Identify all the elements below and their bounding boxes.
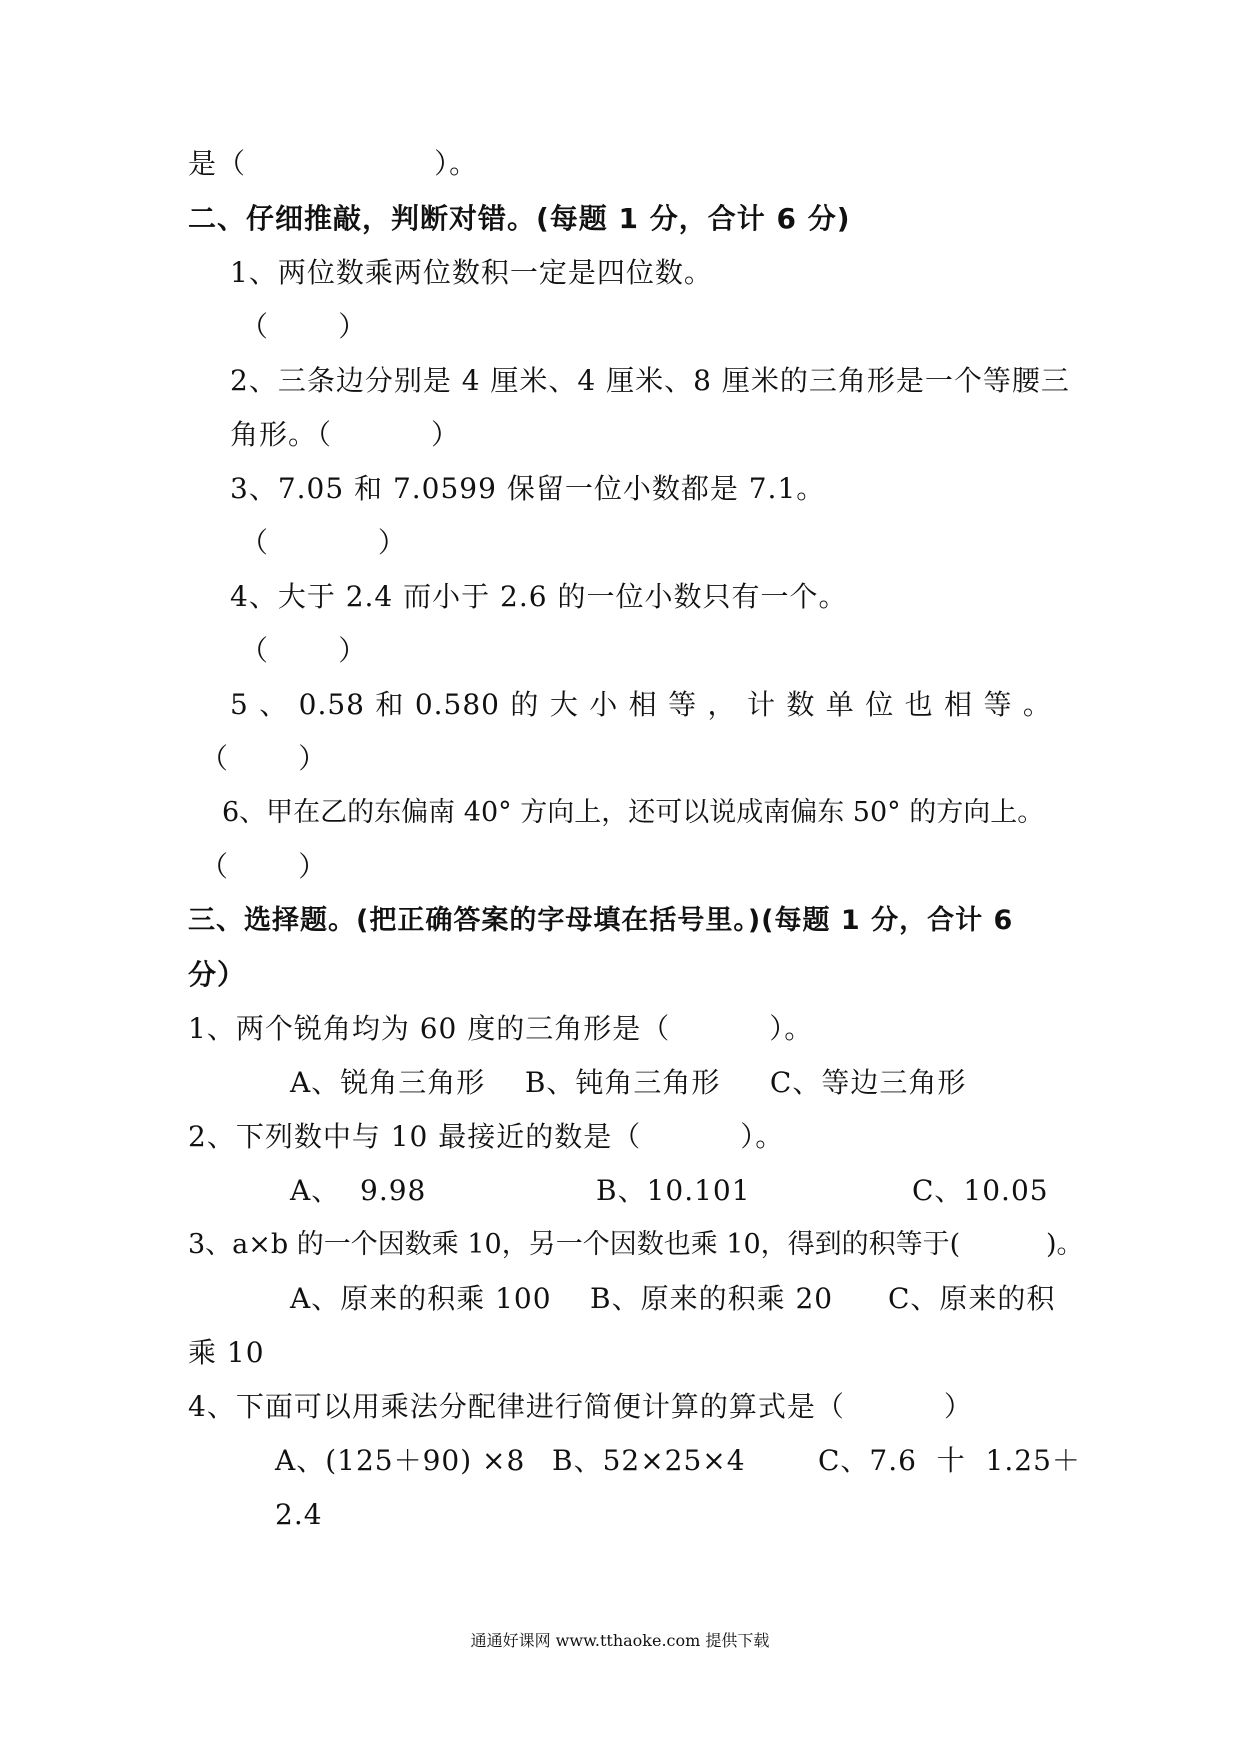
s2-q1-text: 1、两位数乘两位数积一定是四位数。 [230, 256, 713, 289]
s2-q5-part: 的 [510, 688, 540, 721]
s2-q5-part: 大 [549, 688, 579, 721]
s2-q2-line2: 角形。（ ） [230, 418, 461, 451]
s2-q3-text: 3、7.05 和 7.0599 保留一位小数都是 7.1。 [230, 472, 826, 505]
s3-q3-option-b: B、原来的积乘 20 [590, 1282, 834, 1315]
section2-heading: 二、仔细推敲，判断对错。(每题 1 分，合计 6 分) [188, 202, 851, 235]
s3-q2-option-a: A、 9.98 [290, 1174, 427, 1207]
s2-q6-text: 6、甲在乙的东偏南 40° 方向上，还可以说成南偏东 50° 的方向上。 [222, 797, 1045, 828]
s2-q5-part: 单 [825, 688, 855, 721]
s3-q1-options: A、锐角三角形 B、钝角三角形 C、等边三角形 [290, 1066, 967, 1099]
s2-q4-bracket: （ ） [240, 634, 368, 667]
s2-q5-part: 也 [904, 688, 934, 721]
footer-note: 通通好课网 www.tthaoke.com 提供下载 [470, 1631, 770, 1650]
s3-q4-option-b: B、52×25×4 [552, 1444, 746, 1477]
section3-heading-line1: 三、选择题。(把正确答案的字母填在括号里。)(每题 1 分，合计 6 [188, 905, 1014, 936]
s2-q4-text: 4、大于 2.4 而小于 2.6 的一位小数只有一个。 [230, 580, 848, 613]
s2-q5-part: 相 [944, 688, 974, 721]
s2-q5-part: 0.58 [298, 688, 365, 721]
s2-q5-part: ， [707, 688, 737, 721]
s2-q5-part: 。 [1022, 688, 1052, 721]
s3-q2-text: 2、下列数中与 10 最接近的数是（ ）。 [188, 1120, 785, 1153]
s2-q5-bracket: （ ） [200, 742, 328, 775]
s2-q1-bracket: （ ） [240, 310, 368, 343]
s2-q5-part: 5 [230, 688, 249, 721]
s2-q5-part: 、 [259, 688, 289, 721]
s3-q2-option-c: C、10.05 [912, 1174, 1049, 1207]
section3-heading-line2: 分） [188, 958, 247, 991]
top-fragment: 是（ ）。 [188, 147, 479, 180]
s2-q5-part: 和 [375, 688, 405, 721]
s3-q2-option-b: B、10.101 [596, 1174, 751, 1207]
s3-q1-text: 1、两个锐角均为 60 度的三角形是（ ）。 [188, 1012, 814, 1045]
s2-q5-part: 等 [668, 688, 698, 721]
s3-q3-option-a: A、原来的积乘 100 [290, 1282, 552, 1315]
s2-q5-text [230, 687, 1052, 723]
s2-q5-part: 计 [746, 688, 776, 721]
s3-q3-option-c: C、原来的积 [888, 1282, 1056, 1315]
s2-q5-part: 0.580 [414, 688, 500, 721]
s2-q5-part: 数 [786, 688, 816, 721]
s3-q3-text: 3、a×b 的一个因数乘 10，另一个因数也乘 10，得到的积等于( )。 [188, 1229, 1084, 1260]
s2-q5-part: 相 [628, 688, 658, 721]
s3-q3-wrap: 乘 10 [188, 1336, 265, 1369]
s3-q4-option-c: C、7.6 十 1.25＋ [818, 1444, 1081, 1477]
s3-q4-text: 4、下面可以用乘法分配律进行简便计算的算式是（ ） [188, 1390, 973, 1423]
s3-q4-wrap: 2.4 [275, 1498, 323, 1531]
s2-q2-line1: 2、三条边分别是 4 厘米、4 厘米、8 厘米的三角形是一个等腰三 [230, 364, 1070, 397]
s2-q5-part: 小 [589, 688, 619, 721]
s2-q5-part: 位 [865, 688, 895, 721]
s3-q4-option-a: A、(125＋90) ×8 [275, 1444, 526, 1477]
s2-q6-bracket: （ ） [200, 850, 328, 883]
s2-q3-bracket: （ ） [240, 526, 407, 559]
s2-q5-part: 等 [983, 688, 1013, 721]
